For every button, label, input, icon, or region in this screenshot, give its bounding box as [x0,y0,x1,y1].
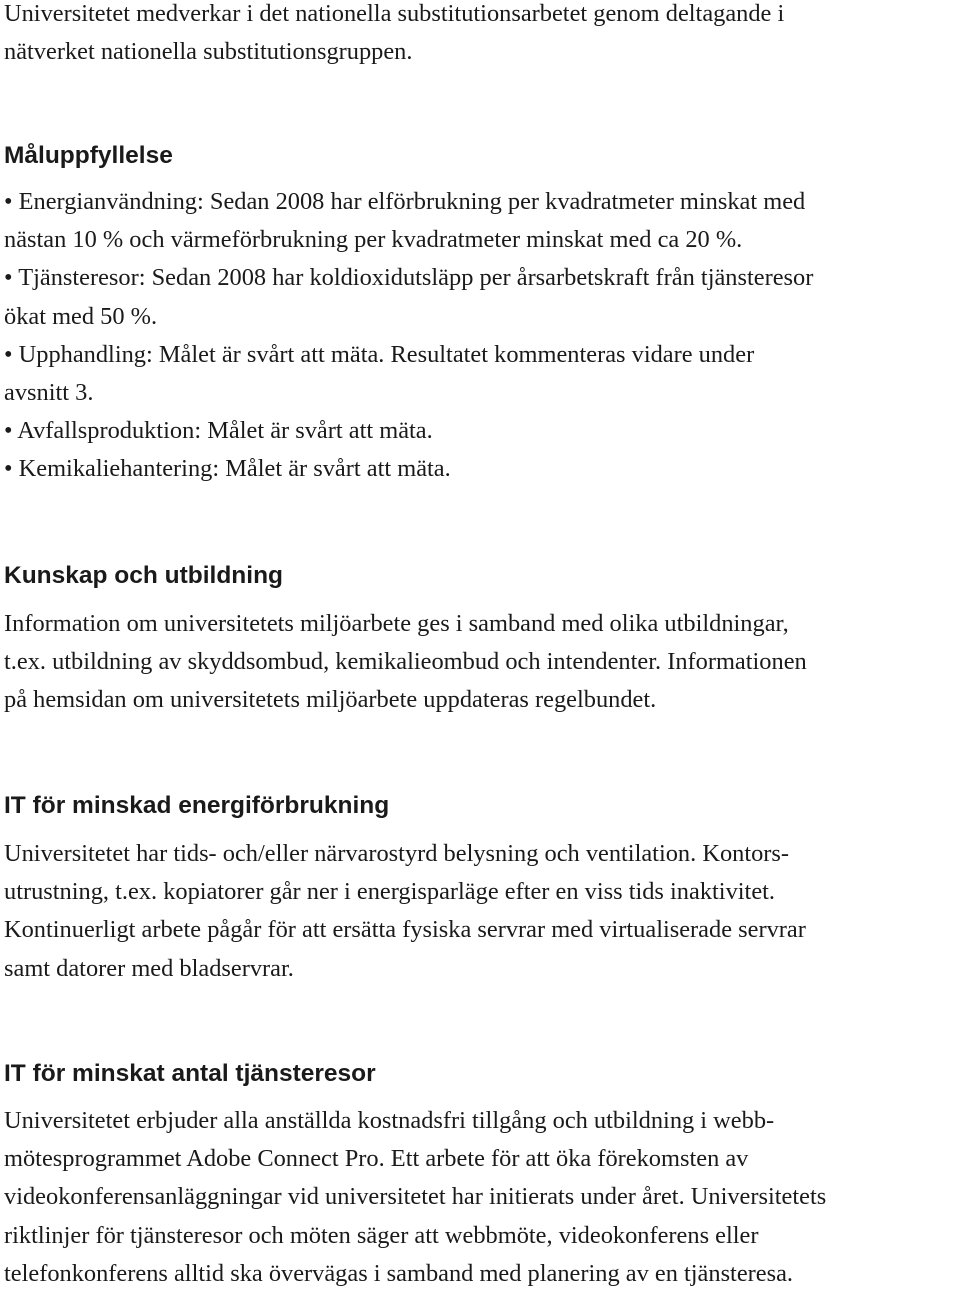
kunskap-paragraph [4,605,807,720]
intro-line: nätverket nationella substitutionsgruppen. [4,38,413,66]
list-item: • Tjänsteresor: Sedan 2008 har koldioxidutsläpp per årsarbetskraft från tjänsteresor [4,264,814,292]
paragraph-line: t.ex. utbildning av skyddsombud, kemikalieombud och intendenter. Informationen [4,648,807,676]
paragraph-line: telefonkonferens alltid ska övervägas i samband med planering av en tjänsteresa. [4,1259,794,1287]
list-item-continuation: avsnitt 3. [4,378,94,406]
list-item: • Upphandling: Målet är svårt att mäta. Resultatet kommenteras vidare under [4,340,755,368]
paragraph-line: samt datorer med bladservrar. [4,954,294,982]
intro-paragraph [4,0,784,71]
paragraph-line: riktlinjer för tjänsteresor och möten säger att webbmöte, videokonferens eller [4,1221,759,1249]
list-item: • Avfallsproduktion: Målet är svårt att mäta. [4,417,433,445]
intro-line: Universitetet medverkar i det nationella substitutionsarbetet genom deltagande i [4,0,785,27]
it-energi-paragraph [4,835,806,988]
paragraph-line: Universitetet har tids- och/eller närvarostyrd belysning och ventilation. Kontors- [4,840,790,867]
it-resor-paragraph [4,1102,826,1293]
paragraph-line: Kontinuerligt arbete pågår för att ersätta fysiska servrar med virtualiserade servrar [4,916,806,944]
list-item-continuation: nästan 10 % och värmeförbrukning per kvadratmeter minskat med ca 20 %. [4,226,743,254]
paragraph-line: Universitetet erbjuder alla anställda kostnadsfri tillgång och utbildning i webb- [4,1107,775,1134]
heading-kunskap: Kunskap och utbildning [4,562,284,589]
heading-it-resor: IT för minskat antal tjänsteresor [4,1060,376,1087]
heading-maluppfyllelse: Måluppfyllelse [4,142,173,169]
paragraph-line: mötesprogrammet Adobe Connect Pro. Ett arbete för att öka förekomsten av [4,1145,749,1173]
paragraph-line: utrustning, t.ex. kopiatorer går ner i energisparläge efter en viss tids inaktivitet. [4,878,776,906]
heading-it-energi: IT för minskad energiförbrukning [4,792,390,819]
list-item-continuation: ökat med 50 %. [4,302,158,330]
paragraph-line: Information om universitetets miljöarbete ges i samband med olika utbildningar, [4,610,789,637]
list-item: • Kemikaliehantering: Målet är svårt att mäta. [4,455,451,483]
maluppfyllelse-list [4,183,813,489]
paragraph-line: videokonferensanläggningar vid universitetet har initierats under året. Universitetets [4,1183,827,1211]
list-item: • Energianvändning: Sedan 2008 har elförbrukning per kvadratmeter minskat med [4,188,806,215]
paragraph-line: på hemsidan om universitetets miljöarbete uppdateras regelbundet. [4,686,657,714]
